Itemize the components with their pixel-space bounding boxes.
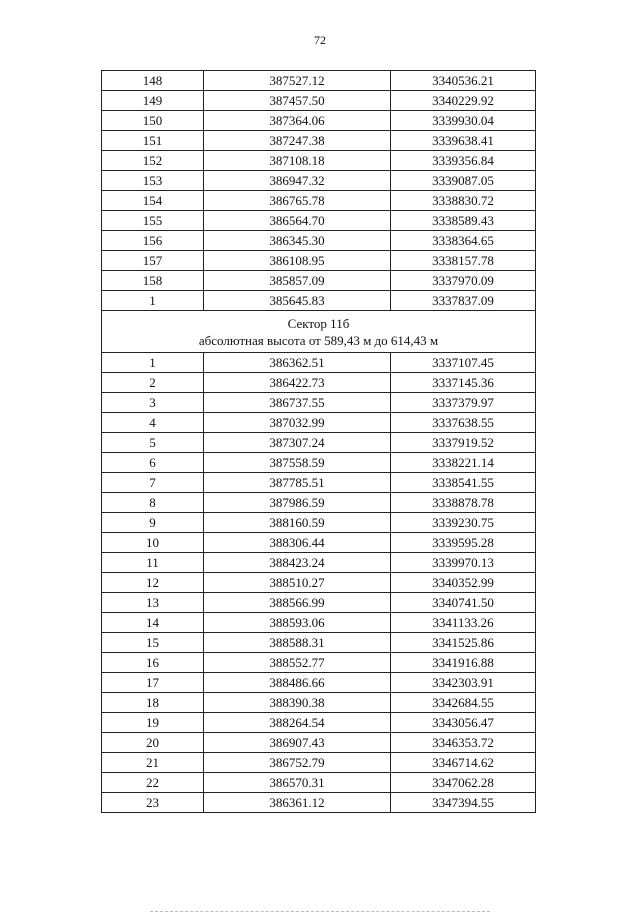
- y-coordinate-cell: 3338589.43: [391, 211, 536, 231]
- x-coordinate-cell: 387457.50: [204, 91, 391, 111]
- table-row: [102, 231, 536, 251]
- coordinates-table: [101, 70, 536, 813]
- table-row: [102, 533, 536, 553]
- y-coordinate-cell: 3337379.97: [391, 393, 536, 413]
- section-title: Сектор 11б: [287, 315, 350, 331]
- table-row: [102, 613, 536, 633]
- y-coordinate-cell: 3337107.45: [391, 353, 536, 373]
- point-number-cell: 14: [102, 613, 204, 633]
- table-row: [102, 111, 536, 131]
- y-coordinate-cell: 3338878.78: [391, 493, 536, 513]
- point-number-cell: 9: [102, 513, 204, 533]
- table-row: [102, 493, 536, 513]
- table-row: [102, 693, 536, 713]
- point-number-cell: 1: [102, 353, 204, 373]
- x-coordinate-cell: 385645.83: [204, 291, 391, 311]
- point-number-cell: 151: [102, 131, 204, 151]
- table-row: [102, 251, 536, 271]
- x-coordinate-cell: 387785.51: [204, 473, 391, 493]
- point-number-cell: 22: [102, 773, 204, 793]
- x-coordinate-cell: 387527.12: [204, 71, 391, 91]
- y-coordinate-cell: 3339356.84: [391, 151, 536, 171]
- y-coordinate-cell: 3339638.41: [391, 131, 536, 151]
- y-coordinate-cell: 3340741.50: [391, 593, 536, 613]
- y-coordinate-cell: 3339970.13: [391, 553, 536, 573]
- y-coordinate-cell: 3338541.55: [391, 473, 536, 493]
- x-coordinate-cell: 386345.30: [204, 231, 391, 251]
- x-coordinate-cell: 388486.66: [204, 673, 391, 693]
- point-number-cell: 11: [102, 553, 204, 573]
- table-row: [102, 653, 536, 673]
- x-coordinate-cell: 387032.99: [204, 413, 391, 433]
- x-coordinate-cell: 385857.09: [204, 271, 391, 291]
- x-coordinate-cell: 388264.54: [204, 713, 391, 733]
- table-row: [102, 753, 536, 773]
- point-number-cell: 156: [102, 231, 204, 251]
- y-coordinate-cell: 3342303.91: [391, 673, 536, 693]
- table-row: [102, 453, 536, 473]
- point-number-cell: 7: [102, 473, 204, 493]
- point-number-cell: 21: [102, 753, 204, 773]
- table-row: [102, 593, 536, 613]
- x-coordinate-cell: 386570.31: [204, 773, 391, 793]
- point-number-cell: 15: [102, 633, 204, 653]
- y-coordinate-cell: 3340352.99: [391, 573, 536, 593]
- x-coordinate-cell: 388306.44: [204, 533, 391, 553]
- x-coordinate-cell: 386422.73: [204, 373, 391, 393]
- table-row: [102, 271, 536, 291]
- coordinates-table-body: [102, 71, 536, 813]
- x-coordinate-cell: 387108.18: [204, 151, 391, 171]
- table-row: [102, 633, 536, 653]
- point-number-cell: 20: [102, 733, 204, 753]
- table-row: [102, 513, 536, 533]
- table-row: [102, 131, 536, 151]
- y-coordinate-cell: 3342684.55: [391, 693, 536, 713]
- y-coordinate-cell: 3347062.28: [391, 773, 536, 793]
- point-number-cell: 5: [102, 433, 204, 453]
- x-coordinate-cell: 388510.27: [204, 573, 391, 593]
- y-coordinate-cell: 3341916.88: [391, 653, 536, 673]
- point-number-cell: 149: [102, 91, 204, 111]
- x-coordinate-cell: 388423.24: [204, 553, 391, 573]
- y-coordinate-cell: 3338364.65: [391, 231, 536, 251]
- table-row: [102, 373, 536, 393]
- table-row: [102, 171, 536, 191]
- point-number-cell: 155: [102, 211, 204, 231]
- x-coordinate-cell: 386737.55: [204, 393, 391, 413]
- x-coordinate-cell: 386752.79: [204, 753, 391, 773]
- table-row: [102, 793, 536, 813]
- table-row: [102, 353, 536, 373]
- y-coordinate-cell: 3343056.47: [391, 713, 536, 733]
- point-number-cell: 148: [102, 71, 204, 91]
- table-row: [102, 291, 536, 311]
- point-number-cell: 154: [102, 191, 204, 211]
- point-number-cell: 13: [102, 593, 204, 613]
- table-row: [102, 573, 536, 593]
- x-coordinate-cell: 387364.06: [204, 111, 391, 131]
- section-header-cell: [102, 311, 536, 353]
- y-coordinate-cell: 3347394.55: [391, 793, 536, 813]
- x-coordinate-cell: 386362.51: [204, 353, 391, 373]
- point-number-cell: 152: [102, 151, 204, 171]
- x-coordinate-cell: 387307.24: [204, 433, 391, 453]
- y-coordinate-cell: 3338830.72: [391, 191, 536, 211]
- table-row: [102, 211, 536, 231]
- point-number-cell: 3: [102, 393, 204, 413]
- y-coordinate-cell: 3337919.52: [391, 433, 536, 453]
- table-row: [102, 393, 536, 413]
- table-row: [102, 673, 536, 693]
- y-coordinate-cell: 3337837.09: [391, 291, 536, 311]
- point-number-cell: 8: [102, 493, 204, 513]
- point-number-cell: 1: [102, 291, 204, 311]
- point-number-cell: 10: [102, 533, 204, 553]
- x-coordinate-cell: 387558.59: [204, 453, 391, 473]
- x-coordinate-cell: 388588.31: [204, 633, 391, 653]
- x-coordinate-cell: 386361.12: [204, 793, 391, 813]
- point-number-cell: 12: [102, 573, 204, 593]
- point-number-cell: 19: [102, 713, 204, 733]
- page-edge-line: [150, 911, 490, 912]
- point-number-cell: 17: [102, 673, 204, 693]
- section-header-row: [102, 311, 536, 353]
- x-coordinate-cell: 387247.38: [204, 131, 391, 151]
- table-row: [102, 71, 536, 91]
- x-coordinate-cell: 386947.32: [204, 171, 391, 191]
- y-coordinate-cell: 3346714.62: [391, 753, 536, 773]
- y-coordinate-cell: 3340229.92: [391, 91, 536, 111]
- section-subtitle: абсолютная высота от 589,43 м до 614,43 м: [198, 332, 439, 348]
- y-coordinate-cell: 3338157.78: [391, 251, 536, 271]
- y-coordinate-cell: 3339087.05: [391, 171, 536, 191]
- table-row: [102, 191, 536, 211]
- y-coordinate-cell: 3338221.14: [391, 453, 536, 473]
- table-row: [102, 473, 536, 493]
- point-number-cell: 153: [102, 171, 204, 191]
- y-coordinate-cell: 3339930.04: [391, 111, 536, 131]
- table-row: [102, 433, 536, 453]
- point-number-cell: 23: [102, 793, 204, 813]
- table-row: [102, 413, 536, 433]
- table-row: [102, 91, 536, 111]
- x-coordinate-cell: 388552.77: [204, 653, 391, 673]
- point-number-cell: 2: [102, 373, 204, 393]
- x-coordinate-cell: 388160.59: [204, 513, 391, 533]
- x-coordinate-cell: 386907.43: [204, 733, 391, 753]
- y-coordinate-cell: 3346353.72: [391, 733, 536, 753]
- x-coordinate-cell: 386564.70: [204, 211, 391, 231]
- table-row: [102, 733, 536, 753]
- point-number-cell: 16: [102, 653, 204, 673]
- point-number-cell: 150: [102, 111, 204, 131]
- y-coordinate-cell: 3341133.26: [391, 613, 536, 633]
- y-coordinate-cell: 3337970.09: [391, 271, 536, 291]
- x-coordinate-cell: 388390.38: [204, 693, 391, 713]
- point-number-cell: 4: [102, 413, 204, 433]
- point-number-cell: 18: [102, 693, 204, 713]
- y-coordinate-cell: 3339595.28: [391, 533, 536, 553]
- table-row: [102, 553, 536, 573]
- table-row: [102, 151, 536, 171]
- y-coordinate-cell: 3337638.55: [391, 413, 536, 433]
- y-coordinate-cell: 3337145.36: [391, 373, 536, 393]
- point-number-cell: 6: [102, 453, 204, 473]
- table-row: [102, 773, 536, 793]
- x-coordinate-cell: 388566.99: [204, 593, 391, 613]
- point-number-cell: 157: [102, 251, 204, 271]
- point-number-cell: 158: [102, 271, 204, 291]
- y-coordinate-cell: 3340536.21: [391, 71, 536, 91]
- x-coordinate-cell: 387986.59: [204, 493, 391, 513]
- table-row: [102, 713, 536, 733]
- x-coordinate-cell: 386765.78: [204, 191, 391, 211]
- y-coordinate-cell: 3339230.75: [391, 513, 536, 533]
- x-coordinate-cell: 386108.95: [204, 251, 391, 271]
- x-coordinate-cell: 388593.06: [204, 613, 391, 633]
- y-coordinate-cell: 3341525.86: [391, 633, 536, 653]
- page-number: 72: [314, 33, 326, 47]
